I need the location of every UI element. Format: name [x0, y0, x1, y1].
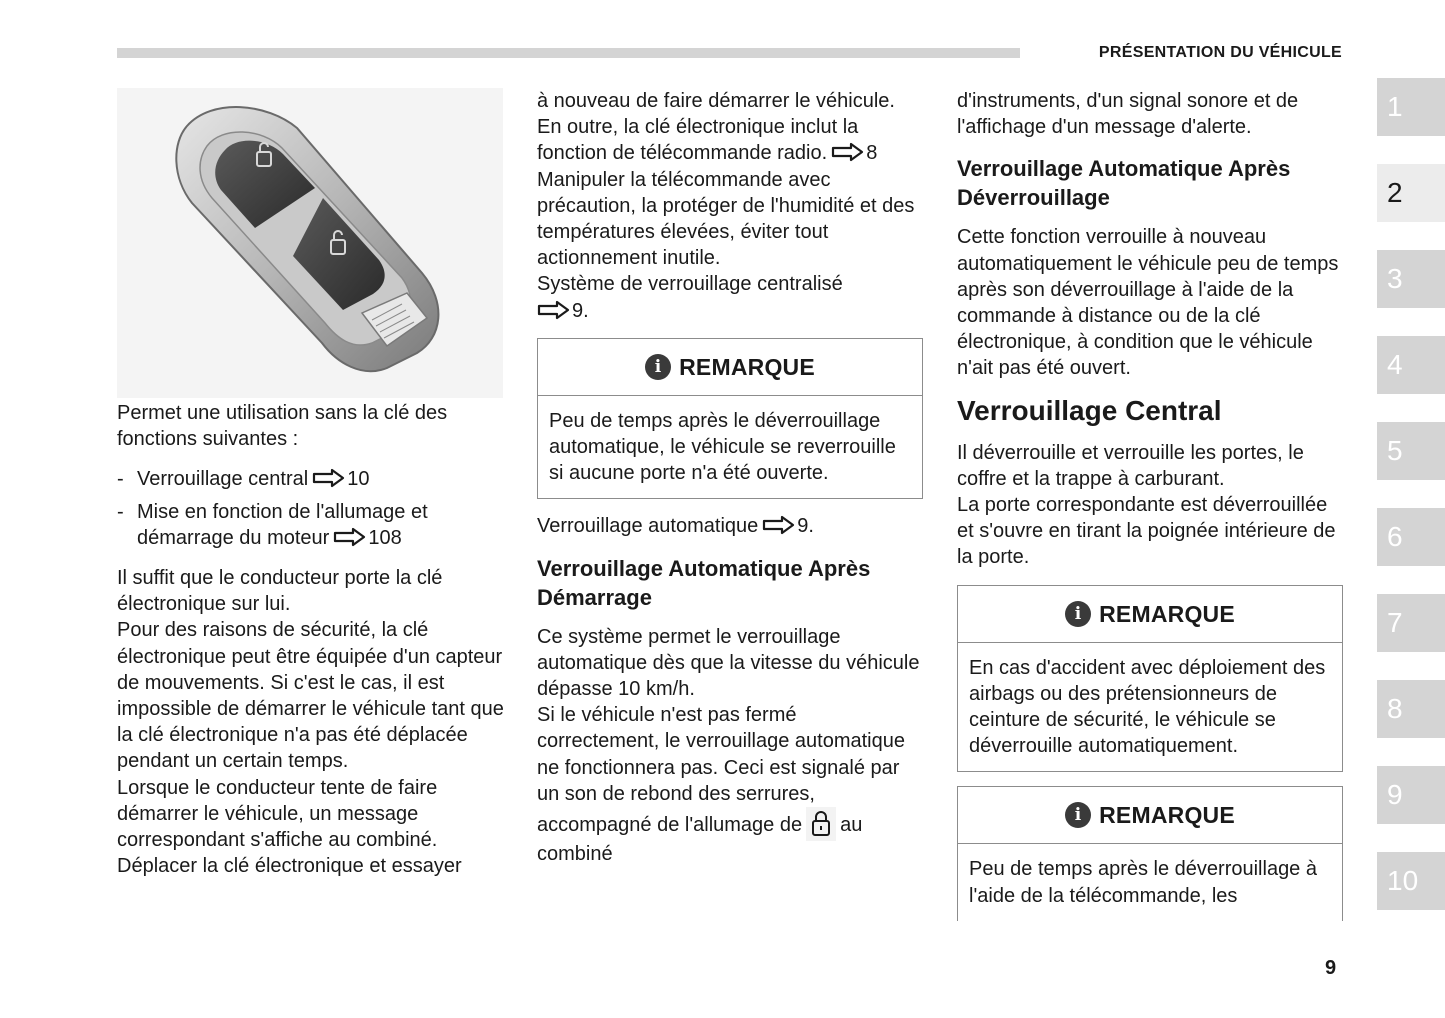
page-ref-link[interactable]: 108 [368, 526, 402, 549]
key-fob-illustration [117, 88, 503, 398]
key-fob-image [117, 88, 503, 398]
tab-chapter-7[interactable]: 7 [1377, 594, 1445, 652]
tab-chapter-9[interactable]: 9 [1377, 766, 1445, 824]
tab-chapter-8[interactable]: 8 [1377, 680, 1445, 738]
page-ref-link[interactable]: 8 [866, 142, 878, 165]
tab-chapter-5[interactable]: 5 [1377, 422, 1445, 480]
page-reference-arrow-icon [333, 527, 366, 547]
page-number: 9 [1325, 957, 1337, 979]
page-reference-arrow-icon [831, 142, 864, 162]
subheading-auto-lock-after-unlock: Verrouillage Automatique Après Déverrouillage [957, 156, 1291, 211]
paragraph [537, 298, 923, 324]
remark-box [957, 585, 1343, 773]
tab-chapter-6[interactable]: 6 [1377, 508, 1445, 566]
section-title: PRÉSENTATION DU VÉHICULE [1098, 44, 1342, 61]
paragraph: Il déverrouille et verrouille les portes, le coffre et la trappe à carburant. [957, 441, 1304, 490]
feature-list [117, 466, 507, 551]
list-item: - Mise en fonction de l'allumage et démarrage du moteur 108 [117, 499, 507, 551]
header-rule [117, 48, 1020, 58]
subheading-auto-lock-after-start: Verrouillage Automatique Après Démarrage [537, 555, 871, 610]
paragraph: Système de verrouillage centralisé [537, 273, 843, 296]
page-ref-link[interactable]: 10 [347, 468, 370, 491]
paragraph: Si le véhicule n'est pas fermé correctement, le verrouillage automatique ne fonctionnera pas. Ceci est signalé par un son de rebond des serrures, accompagné de l'allumage de au combiné [537, 704, 905, 866]
paragraph: Il suffit que le conducteur porte la clé électronique sur lui. [117, 567, 443, 616]
tab-chapter-3[interactable]: 3 [1377, 250, 1445, 308]
paragraph: Ce système permet le verrouillage automatique dès que la vitesse du véhicule dépasse 10 km/h. [537, 625, 920, 701]
paragraph: Verrouillage automatique 9. [537, 515, 814, 538]
list-item: - Verrouillage central 10 [117, 466, 507, 492]
paragraph: Lorsque le conducteur tente de faire démarrer le véhicule, un message correspondant s'affiche au combiné. Déplacer la clé électronique et essayer [117, 776, 462, 878]
remark-header: i REMARQUE [538, 339, 922, 396]
page-ref-link[interactable]: 9. [797, 515, 814, 538]
page-reference-arrow-icon [312, 468, 345, 488]
page-ref-link[interactable]: 9. [572, 299, 589, 322]
paragraph: d'instruments, d'un signal sonore et de l'affichage d'un message d'alerte. [957, 90, 1299, 139]
tab-chapter-10[interactable]: 10 [1377, 852, 1445, 910]
heading-central-locking: Verrouillage Central [957, 394, 1222, 426]
info-icon: i [1065, 802, 1091, 828]
tab-chapter-1[interactable]: 1 [1377, 78, 1445, 136]
page-reference-arrow-icon [762, 515, 795, 535]
info-icon: i [645, 354, 671, 380]
paragraph: Manipuler la télécommande avec précaution, la protéger de l'humidité et des températures élevées, éviter tout actionnement inutile. [537, 168, 915, 270]
page-reference-arrow-icon [537, 300, 570, 320]
info-icon: i [1065, 601, 1091, 627]
lock-icon [806, 807, 836, 841]
remark-box [537, 338, 923, 500]
paragraph: Pour des raisons de sécurité, la clé électronique peut être équipée d'un capteur de mouvements. Si c'est le cas, il est impossible de démarrer le véhicule tant que la clé électronique n'a pas été déplacée pendant un certain temps. [117, 619, 504, 773]
intro-text: Permet une utilisation sans la clé des fonctions suivantes : [117, 402, 448, 451]
paragraph: En outre, la clé électronique inclut la fonction de télécommande radio. 8 [537, 116, 878, 165]
remark-text: En cas d'accident avec déploiement des airbags ou des prétensionneurs de ceinture de sécurité, le véhicule se déverrouille automatiquement. [969, 656, 1326, 758]
remark-header: i REMARQUE [958, 787, 1342, 844]
remark-text: Peu de temps après le déverrouillage automatique, le véhicule se reverrouille si aucune porte n'a été ouverte. [549, 409, 896, 485]
paragraph: à nouveau de faire démarrer le véhicule. [537, 90, 895, 112]
paragraph: Cette fonction verrouille à nouveau automatiquement le véhicule peu de temps après son déverrouillage à l'aide de la commande à distance ou de la clé électronique, à condition que le véhicule n'ait pas été ouvert. [957, 226, 1339, 380]
column-1 [117, 88, 507, 879]
remark-header: i REMARQUE [958, 586, 1342, 643]
column-2 [537, 88, 923, 867]
column-3 [957, 88, 1343, 921]
remark-box [957, 786, 1343, 920]
tab-chapter-4[interactable]: 4 [1377, 336, 1445, 394]
tab-chapter-2[interactable]: 2 [1377, 164, 1445, 222]
paragraph: La porte correspondante est déverrouillée et s'ouvre en tirant la poignée intérieure de la porte. [957, 494, 1336, 569]
remark-text: Peu de temps après le déverrouillage à l'aide de la télécommande, les [969, 858, 1317, 907]
